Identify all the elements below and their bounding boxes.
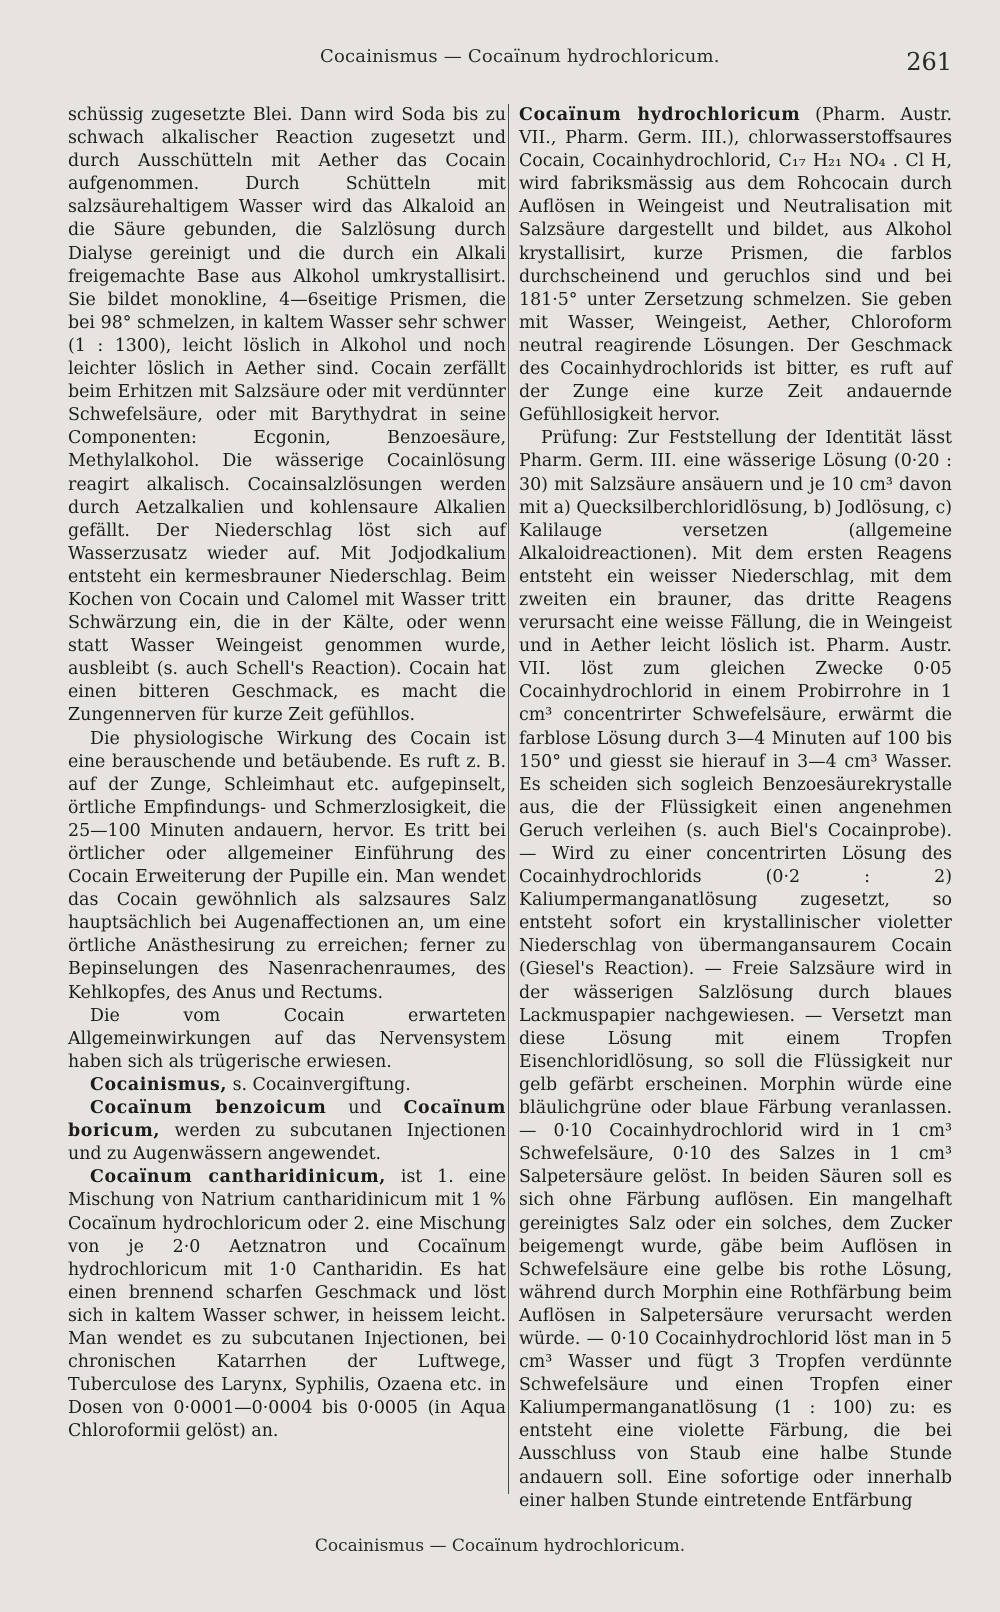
entry-text: werden zu subcutanen Injectionen und zu Augenwässern angewendet. (68, 1121, 506, 1165)
entry-heading: Cocainismus, (90, 1074, 228, 1095)
entry-connector: und (326, 1098, 404, 1119)
paragraph-pruefung: Prüfung: Zur Feststellung der Identität lässt Pharm. Germ. III. eine wässerige Lösung (0·20 : 30) mit Salzsäure ansäuern und je 10 cm³ davon mit a) Quecksilberchloridlösung, b) Jodlösung, c) Kalilauge versetzen (allgemeine Alkaloidreactionen). Mit dem ersten Reagens entsteht ein weisser Niederschlag, mit dem zweiten ein brauner, das dritte Reagens verursacht eine weisse Fällung, die in Weingeist und in Aether leicht löslich ist. Pharm. Austr. VII. löst zum gleichen Zwecke 0·05 Cocainhydrochlorid in einem Probirrohre in 1 cm³ concentrirter Schwefelsäure, erwärmt die farblose Lösung durch 3—4 Minuten auf 100 bis 150° und giesst sie hierauf in 3—4 cm³ Wasser. Es scheiden sich sogleich Benzoesäurekrystalle aus, die der Flüssigkeit einen angenehmen Geruch verleihen (s. auch Biel's Cocainprobe). — Wird zu einer concentrirten Lösung des Cocainhydrochlorids (0·2 : 2) Kaliumpermanganatlösung zugesetzt, so entsteht sofort ein krystallinischer violetter Niederschlag von übermangansaurem Cocain (Giesel's Reaction). — Freie Salzsäure wird in der wässerigen Salzlösung durch blaues Lackmuspapier nachgewiesen. — Versetzt man diese Lösung mit einem Tropfen Eisenchloridlösung, so soll die Flüssigkeit nur gelb gefärbt erscheinen. Morphin würde eine bläulichgrüne oder blaue Färbung veranlassen. — 0·10 Cocainhydrochlorid wird in 1 cm³ Schwefelsäure, 0·10 des Salzes in 1 cm³ Salpetersäure gelöst. In beiden Säuren soll es sich ohne Färbung auflösen. Ein mangelhaft gereinigtes Salz oder ein solches, dem Zucker beigemengt wurde, gäbe beim Auflösen in Schwefelsäure eine gelbe bis rothe Lösung, während durch Morphin eine Rothfärbung beim Auflösen in Salpetersäure verursacht werden würde. — 0·10 Cocainhydrochlorid löst man in 5 cm³ Wasser und fügt 3 Tropfen verdünnte Schwefelsäure und einen Tropfen einer Kaliumpermanganatlösung (1 : 100) zu: es entsteht eine violette Färbung, die bei Ausschluss von Staub eine halbe Stunde andauern soll. Eine sofortige oder innerhalb einer halben Stunde eintretende Entfärbung (519, 428, 952, 1511)
entry-heading: Cocaïnum benzoicum (90, 1098, 327, 1119)
entry-heading: Cocaïnum hydrochloricum (519, 105, 801, 125)
paragraph: schüssig zugesetzte Blei. Dann wird Soda bis zu schwach alkalischer Reaction zugesetzt und durch Ausschütteln mit Aether das Cocain aufgenommen. Durch Schütteln mit salzsäurehaltigem Wasser wird das Alkaloid an die Säure gebunden, die Salzlösung durch Dialyse gereinigt und die durch ein Alkali freigemachte Base aus Alkohol umkrystallisirt. Sie bildet monokline, 4—6seitige Prismen, die bei 98° schmelzen, in kaltem Wasser sehr schwer (1 : 1300), leicht löslich in Alkohol und noch leichter löslich in Aether sind. Cocain zerfällt beim Erhitzen mit Salzsäure oder mit verdünnter Schwefelsäure, oder mit Barythydrat in seine Componenten: Ecgonin, Benzoesäure, Methylalkohol. Die wässerige Cocainlösung reagirt alkalisch. Cocainsalzlösungen werden durch Aetzalkalien und kohlensaure Alkalien gefällt. Der Niederschlag löst sich auf Wasserzusatz wieder auf. Mit Jodjodkalium entsteht ein kermesbrauner Niederschlag. Beim Kochen von Cocain und Calomel mit Wasser tritt Schwärzung ein, die in der Kälte, oder wenn statt Wasser Weingeist genommen wurde, ausbleibt (s. auch Schell's Reaction). Cocain hat einen bitteren Geschmack, es macht die Zungennerven für kurze Zeit gefühllos. (68, 105, 506, 726)
entry-text: s. Cocainvergiftung. (227, 1074, 411, 1095)
page-number: 261 (906, 48, 952, 76)
entry-heading: Cocaïnum boricum, (68, 1098, 507, 1142)
entry-cocainum-hydrochloricum (519, 104, 952, 427)
entry-cocainum-cantharidinicum (68, 1166, 506, 1443)
header-title: Cocainismus — Cocaïnum hydrochloricum. (320, 46, 720, 67)
paragraph: Die physiologische Wirkung des Cocain ist eine berauschende und betäubende. Es ruft z. B. auf der Zunge, Schleimhaut etc. aufgepinselt, örtliche Empfindungs- und Schmerzlosigkeit, die 25—100 Minuten andauern, hervor. Es tritt bei örtlicher oder allgemeiner Einführung des Cocain Erweiterung der Pupille ein. Man wendet das Cocain gewöhnlich als salzsaures Salz hauptsächlich bei Augenaffectionen an, um eine örtliche Anästhesirung zu erreichen; ferner zu Bepinselungen des Nasenrachenraumes, des Kehlkopfes, des Anus und Rectums. (68, 728, 506, 1003)
entry-heading: Cocaïnum cantharidinicum, (90, 1167, 386, 1188)
entry-cocainismus (68, 1074, 506, 1097)
entry-cocainum-benzoicum (68, 1097, 506, 1166)
entry-text: (Pharm. Austr. VII., Pharm. Germ. III.), chlorwasserstoffsaures Cocain, Cocainhydrochlorid, C₁₇ H₂₁ NO₄ . Cl H, wird fabriksmässig aus dem Rohcocain durch Auflösen in Weingeist und Neutralisation mit Salzsäure dargestellt und bildet, aus Alkohol krystallisirt, kurze Prismen, die farblos durchscheinend und geruchlos sind und bei 181·5° unter Zersetzung schmelzen. Sie geben mit Wasser, Weingeist, Aether, Chloroform neutral reagirende Lösungen. Der Geschmack des Cocainhydrochlorids ist bitter, es ruft auf der Zunge eine kurze Zeit andauernde Gefühllosigkeit hervor. (519, 105, 952, 426)
left-column (68, 104, 506, 1443)
running-header (0, 46, 1000, 76)
paragraph: Die vom Cocain erwarteten Allgemeinwirkungen auf das Nervensystem haben sich als trügerische erwiesen. (68, 1005, 506, 1072)
entry-text: ist 1. eine Mischung von Natrium cantharidinicum mit 1 % Cocaïnum hydrochloricum oder 2. eine Mischung von je 2·0 Aetznatron und Cocaïnum hydrochloricum mit 1·0 Cantharidin. Es hat einen brennend scharfen Geschmack und löst sich in kaltem Wasser schwer, in heissem leicht. Man wendet es zu subcutanen Injectionen, bei chronischen Katarrhen der Luftwege, Tuberculose des Larynx, Syphilis, Ozaena etc. in Dosen von 0·0001—0·0004 bis 0·0005 (in Aqua Chloroformii gelöst) an. (68, 1167, 507, 1442)
right-column (519, 104, 952, 1513)
running-footer: Cocainismus — Cocaïnum hydrochloricum. (314, 1536, 686, 1556)
column-divider (508, 104, 509, 1494)
